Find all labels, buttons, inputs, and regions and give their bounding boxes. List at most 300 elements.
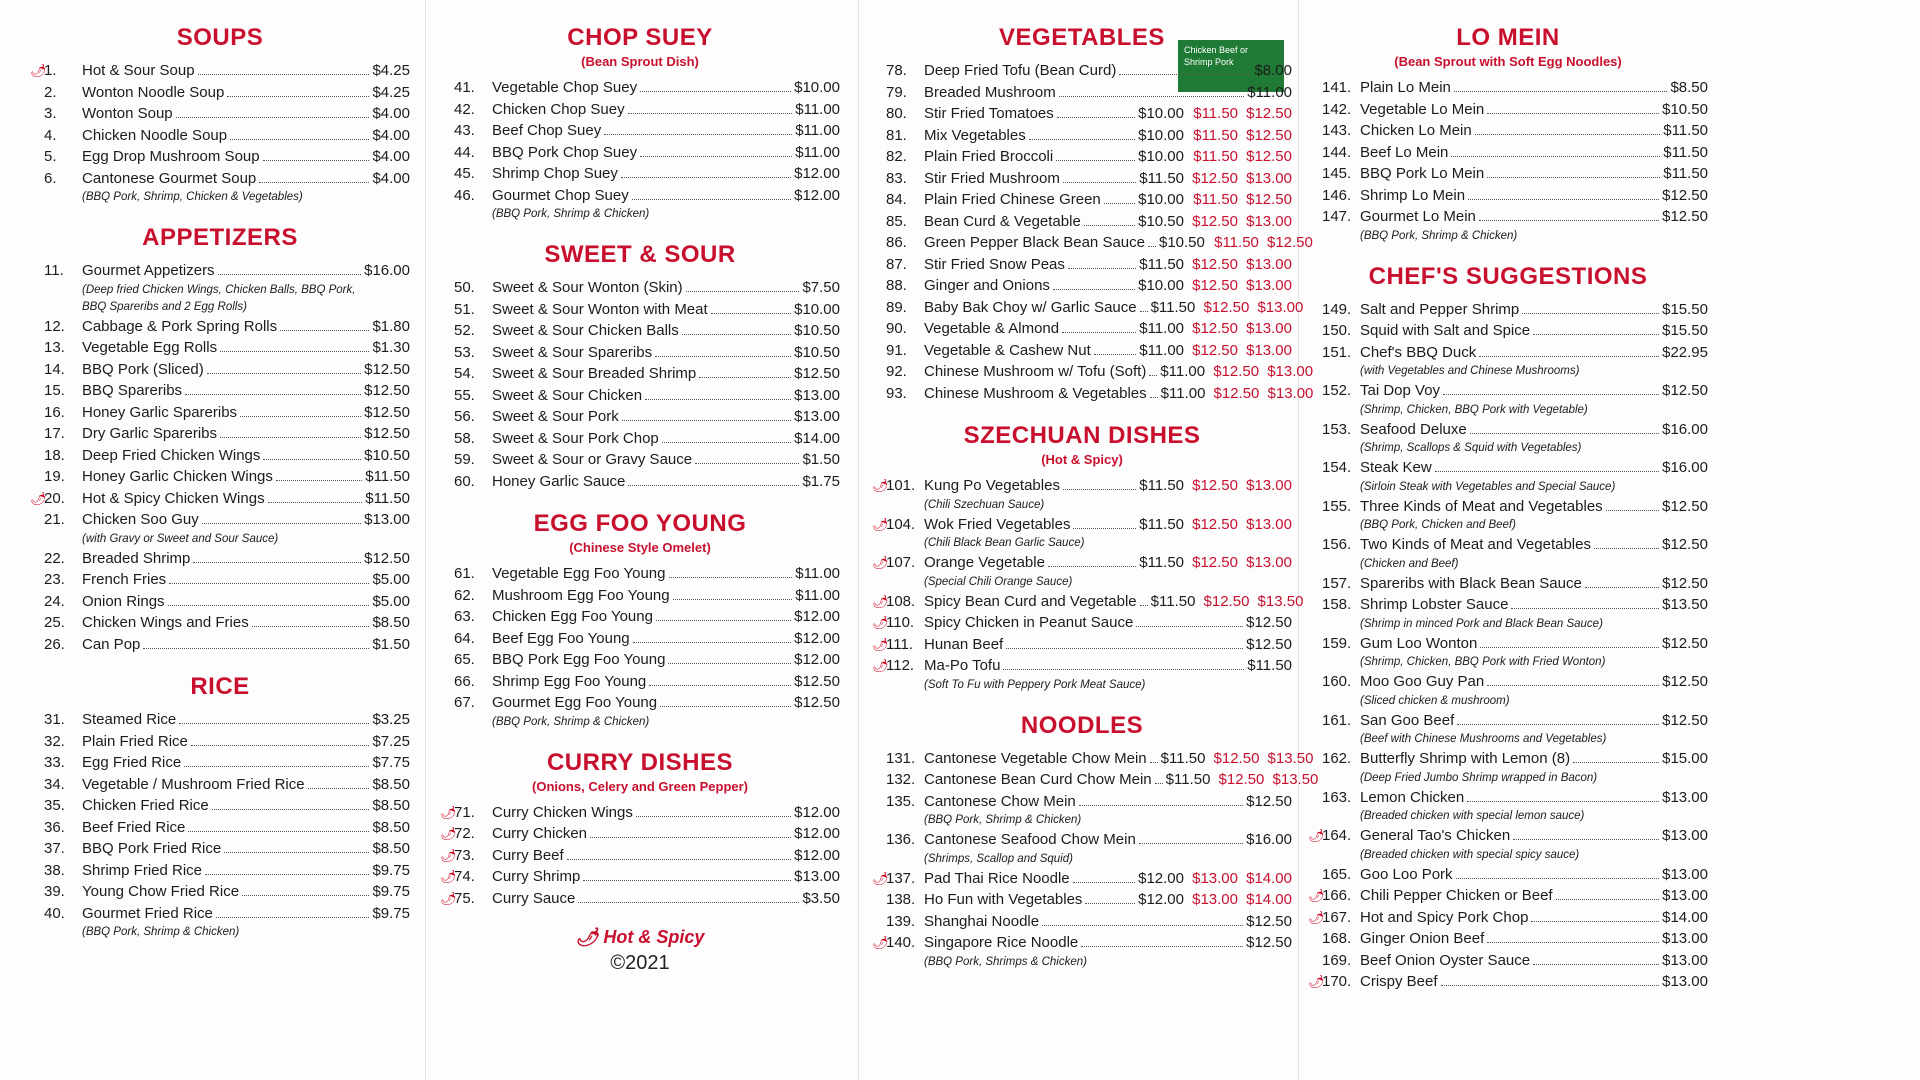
item-price-chicken-beef: $11.50	[1193, 191, 1238, 208]
item-name: Egg Drop Mushroom Soup	[82, 148, 260, 165]
dot-leader	[1063, 489, 1136, 490]
section-title: CHOP SUEY	[567, 24, 713, 51]
item-name: Cantonese Chow Mein	[924, 792, 1076, 810]
item-price: $1.50	[802, 451, 840, 468]
menu-item	[872, 748, 1314, 770]
item-note: (Chili Black Bean Garlic Sauce)	[924, 537, 1085, 549]
menu-item	[30, 709, 410, 731]
chili-pepper-icon: 🌶	[872, 478, 889, 493]
item-price: $4.00	[372, 105, 410, 122]
item-name: Sweet & Sour Chicken Balls	[492, 322, 679, 339]
item-number: 81.	[886, 126, 907, 144]
item-note: (Chicken and Beef)	[1360, 557, 1459, 570]
dot-leader	[1531, 921, 1659, 922]
item-price: $4.00	[372, 126, 410, 144]
menu-item	[30, 337, 410, 359]
item-note: (Sirloin Steak with Vegetables and Special Sauce)	[1360, 480, 1616, 493]
menu-item	[440, 363, 840, 385]
item-name: Plain Fried Broccoli	[924, 148, 1054, 165]
item-number: 107.	[886, 554, 916, 571]
item-number: 108.	[886, 592, 916, 610]
item-name: Sweet & Sour Wonton with Meat	[492, 300, 708, 318]
dot-leader	[640, 156, 792, 157]
item-name: Spareribs with Black Bean Sauce	[1360, 574, 1582, 592]
item-name: Steak Kew	[1360, 459, 1432, 476]
section-subtitle: (Bean Sprout Dish)	[581, 54, 699, 69]
menu-item	[872, 911, 1292, 933]
section-appetizers	[30, 224, 410, 655]
item-number: 34.	[44, 775, 65, 793]
item-name: Two Kinds of Meat and Vegetables	[1360, 536, 1591, 553]
item-note: (BBQ Pork, Shrimp & Chicken)	[924, 814, 1082, 826]
item-name: Vegetable & Cashew Nut	[924, 341, 1091, 359]
item-name: BBQ Spareribs	[82, 382, 183, 399]
dot-leader	[1073, 528, 1136, 529]
menu-item	[440, 606, 840, 628]
item-number: 51.	[454, 300, 475, 318]
dot-leader	[1094, 354, 1136, 355]
item-price: $8.50	[372, 797, 410, 814]
menu-item	[872, 125, 1292, 147]
dot-leader	[1435, 471, 1659, 472]
dot-leader	[673, 599, 793, 600]
item-price: $15.00	[1662, 750, 1708, 767]
item-number: 93.	[886, 384, 907, 402]
dot-leader	[578, 902, 799, 903]
item-price: $11.50	[1150, 592, 1196, 610]
dot-leader	[230, 139, 369, 140]
section-title: SOUPS	[176, 24, 264, 51]
menu-item	[872, 361, 1314, 383]
item-price: $11.50	[1139, 255, 1184, 273]
item-price: $12.50	[364, 425, 410, 442]
item-name: Vegetable Egg Rolls	[82, 339, 218, 356]
menu-item	[30, 795, 410, 817]
menu-column-3	[872, 18, 1319, 989]
item-list	[30, 709, 410, 941]
item-name: Wonton Soup	[82, 105, 173, 122]
item-price-shrimp: $13.00	[1246, 477, 1292, 494]
chili-pepper-icon: 🌶	[440, 890, 457, 906]
item-name: Sweet & Sour Spareribs	[492, 343, 653, 361]
dot-leader	[263, 459, 361, 460]
dot-leader	[1140, 311, 1148, 312]
item-price: $13.50	[1662, 596, 1708, 613]
chili-pepper-icon: 🌶	[872, 935, 889, 950]
chili-pepper-icon: 🌶	[30, 63, 47, 78]
item-name: Mushroom Egg Foo Young	[492, 586, 670, 604]
menu-item	[1308, 534, 1708, 556]
item-name: Chicken Noodle Soup	[82, 126, 228, 144]
item-note: (Shrimp, Scallops & Squid with Vegetables)	[1360, 442, 1582, 454]
item-name: Honey Garlic Spareribs	[82, 403, 238, 421]
item-name: Gourmet Fried Rice	[82, 904, 213, 922]
item-name: Lemon Chicken	[1360, 788, 1465, 806]
item-price-shrimp: $13.50	[1257, 592, 1304, 610]
item-price: $12.50	[1246, 635, 1292, 653]
item-price-chicken-beef: $13.00	[1192, 869, 1238, 887]
menu-item	[1308, 457, 1708, 479]
menu-item	[1308, 864, 1708, 886]
dot-leader	[682, 334, 791, 335]
item-price: $11.00	[795, 100, 840, 118]
price-column-header: Chicken Beef or Shrimp Pork	[1178, 40, 1284, 92]
item-name: Deep Fried Tofu (Bean Curd)	[924, 62, 1117, 79]
item-name: Shrimp Chop Suey	[492, 165, 618, 182]
item-note: (Deep Fried Jumbo Shrimp wrapped in Bacon)	[1360, 771, 1598, 784]
dot-leader	[1140, 605, 1148, 606]
item-number: 137.	[886, 869, 916, 887]
menu-item	[30, 60, 410, 82]
chili-pepper-icon: 🌶	[872, 636, 889, 652]
item-price: $1.50	[372, 635, 410, 653]
dot-leader	[632, 199, 791, 200]
item-price: $10.00	[794, 79, 840, 96]
item-number: 14.	[44, 360, 65, 378]
item-note: (with Vegetables and Chinese Mushrooms)	[1360, 365, 1580, 377]
item-list	[440, 77, 840, 223]
menu-item	[872, 829, 1292, 851]
item-price-chicken-beef: $12.50	[1203, 298, 1250, 316]
item-price: $13.00	[1662, 827, 1708, 844]
dot-leader	[1073, 882, 1135, 883]
item-name: Butterfly Shrimp with Lemon (8)	[1360, 750, 1571, 767]
section-title: EGG FOO YOUNG	[533, 510, 747, 537]
item-number: 162.	[1322, 750, 1352, 767]
item-name: BBQ Pork (Sliced)	[82, 360, 204, 378]
menu-item	[872, 383, 1314, 405]
item-list	[872, 748, 1319, 971]
item-price: $11.50	[1165, 771, 1211, 788]
menu-item	[30, 103, 410, 125]
item-number: 22.	[44, 549, 65, 567]
dot-leader	[1451, 156, 1660, 157]
item-name: Sweet & Sour Pork	[492, 408, 619, 425]
item-number: 21.	[44, 511, 65, 528]
item-list	[1308, 299, 1708, 993]
item-number: 58.	[454, 429, 475, 447]
item-price: $12.00	[794, 629, 840, 647]
dot-leader	[660, 706, 791, 707]
menu-item	[1308, 99, 1708, 121]
item-name: Spicy Chicken in Peanut Sauce	[924, 614, 1134, 631]
dot-leader	[1084, 225, 1135, 226]
item-price: $7.25	[372, 732, 410, 750]
dot-leader	[193, 562, 361, 563]
item-number: 88.	[886, 277, 907, 294]
item-name: Shanghai Noodle	[924, 912, 1040, 930]
menu-item	[872, 189, 1292, 211]
dot-leader	[1533, 334, 1659, 335]
item-list	[440, 802, 840, 910]
item-note: (Beef with Chinese Mushrooms and Vegetables)	[1360, 733, 1607, 745]
item-price: $10.50	[794, 322, 840, 339]
item-number: 140.	[886, 934, 916, 951]
dot-leader	[1487, 113, 1659, 114]
item-price: $12.00	[794, 608, 840, 625]
item-number: 52.	[454, 322, 475, 339]
item-number: 144.	[1322, 143, 1352, 161]
item-name: Cantonese Seafood Chow Mein	[924, 831, 1136, 848]
menu-item	[440, 823, 840, 845]
dot-leader	[1119, 74, 1251, 75]
item-price: $12.00	[794, 165, 840, 182]
item-number: 13.	[44, 339, 65, 356]
menu-item	[30, 260, 410, 282]
item-price: $8.50	[372, 775, 410, 793]
menu-item	[872, 514, 1292, 536]
dot-leader	[216, 917, 370, 918]
item-name: Plain Fried Rice	[82, 732, 188, 750]
item-number: 64.	[454, 629, 475, 647]
item-name: Beef Egg Foo Young	[492, 629, 630, 647]
menu-item	[1308, 710, 1708, 732]
item-note: (with Gravy or Sweet and Sour Sauce)	[82, 532, 279, 545]
item-name: Gourmet Appetizers	[82, 262, 215, 279]
item-name: Stir Fried Mushroom	[924, 169, 1060, 187]
item-number: 53.	[454, 343, 475, 361]
item-price: $13.00	[794, 386, 840, 404]
menu-item	[440, 671, 840, 693]
item-note: (Shrimp, Chicken, BBQ Pork with Fried Wonton)	[1360, 656, 1606, 668]
item-price-chicken-beef: $11.50	[1193, 126, 1238, 144]
menu-item	[30, 82, 410, 104]
item-number: 132.	[886, 771, 916, 788]
item-number: 19.	[44, 468, 65, 485]
dot-leader	[1104, 203, 1135, 204]
item-name: Baby Bak Choy w/ Garlic Sauce	[924, 298, 1137, 316]
item-name: Honey Garlic Sauce	[492, 472, 626, 490]
menu-item	[440, 385, 840, 407]
menu-item	[872, 146, 1292, 168]
item-name: Curry Beef	[492, 846, 564, 864]
menu-item	[30, 509, 410, 531]
item-name: Curry Chicken	[492, 825, 588, 842]
menu-item	[872, 475, 1292, 497]
item-name: Cantonese Bean Curd Chow Mein	[924, 771, 1152, 788]
menu-item	[1308, 633, 1708, 655]
item-number: 83.	[886, 169, 907, 187]
dot-leader	[1456, 878, 1660, 879]
item-price: $11.00	[1160, 384, 1206, 402]
item-number: 142.	[1322, 100, 1352, 118]
item-number: 25.	[44, 614, 65, 631]
menu-item	[872, 612, 1292, 634]
item-price: $4.25	[372, 62, 410, 79]
dot-leader	[224, 852, 369, 853]
item-number: 85.	[886, 212, 907, 230]
dot-leader	[280, 330, 369, 331]
item-number: 150.	[1322, 322, 1352, 339]
item-price: $8.50	[372, 614, 410, 631]
item-price: $12.00	[794, 825, 840, 842]
item-list	[30, 60, 410, 206]
menu-item	[30, 817, 410, 839]
dot-leader	[686, 291, 800, 292]
item-price: $16.00	[1662, 420, 1708, 438]
item-price: $1.80	[372, 317, 410, 335]
item-name: Curry Chicken Wings	[492, 803, 633, 821]
item-note: (BBQ Pork, Chicken and Beef)	[1360, 519, 1516, 531]
section-title: SWEET & SOUR	[544, 241, 736, 268]
menu-item	[30, 423, 410, 445]
item-price-chicken-beef: $12.50	[1192, 341, 1238, 359]
dot-leader	[1057, 117, 1135, 118]
item-number: 139.	[886, 912, 916, 930]
dot-leader	[662, 442, 791, 443]
item-list	[872, 60, 1314, 404]
item-number: 63.	[454, 608, 475, 625]
item-number: 146.	[1322, 186, 1352, 204]
section-szechuan	[872, 422, 1304, 694]
dot-leader	[1150, 397, 1158, 398]
item-name: Orange Vegetable	[924, 554, 1045, 571]
item-number: 23.	[44, 571, 65, 588]
item-number: 36.	[44, 818, 65, 836]
item-number: 59.	[454, 451, 475, 468]
section-chefs-suggestions	[1308, 263, 1708, 993]
item-price: $12.50	[1246, 934, 1292, 951]
item-price: $13.00	[1662, 930, 1708, 947]
item-number: 33.	[44, 754, 65, 771]
item-name: Sweet & Sour Wonton (Skin)	[492, 279, 683, 296]
dot-leader	[143, 648, 369, 649]
item-price: $13.00	[794, 868, 840, 885]
item-number: 32.	[44, 732, 65, 750]
item-price: $11.50	[365, 489, 410, 507]
item-price: $10.00	[794, 300, 840, 318]
section-title: APPETIZERS	[142, 224, 298, 251]
item-name: Chinese Mushroom & Vegetables	[924, 384, 1147, 402]
item-name: Mix Vegetables	[924, 126, 1026, 144]
item-price: $11.00	[1139, 320, 1184, 337]
item-price-chicken-beef: $12.50	[1192, 477, 1238, 494]
item-price: $12.00	[794, 846, 840, 864]
dot-leader	[1063, 182, 1136, 183]
item-price: $13.00	[1662, 951, 1708, 969]
item-number: 75.	[454, 889, 475, 907]
item-price: $16.00	[1246, 831, 1292, 848]
item-number: 12.	[44, 317, 65, 335]
item-price-shrimp: $12.50	[1246, 126, 1292, 144]
item-note: (Shrimp in minced Pork and Black Bean Sauce)	[1360, 617, 1603, 630]
menu-item	[872, 791, 1292, 813]
item-price-chicken-beef: $12.50	[1192, 212, 1238, 230]
item-price: $11.50	[1663, 165, 1708, 182]
item-name: Honey Garlic Chicken Wings	[82, 468, 273, 485]
item-name: Plain Fried Chinese Green	[924, 191, 1101, 208]
fold-line	[425, 0, 426, 1080]
item-name: Chef's BBQ Duck	[1360, 343, 1477, 361]
item-number: 84.	[886, 191, 907, 208]
item-name: Ho Fun with Vegetables	[924, 891, 1083, 908]
item-price: $12.50	[1246, 614, 1292, 631]
item-name: Steamed Rice	[82, 711, 177, 728]
dot-leader	[668, 663, 791, 664]
item-number: 156.	[1322, 536, 1352, 553]
item-note: (Shrimps, Scallop and Squid)	[924, 852, 1073, 865]
item-number: 145.	[1322, 165, 1352, 182]
menu-item	[872, 340, 1292, 362]
item-note: (Sliced chicken & mushroom)	[1360, 694, 1510, 707]
item-price-shrimp: $13.50	[1272, 771, 1319, 788]
item-list	[440, 277, 840, 492]
menu-item	[872, 60, 1292, 82]
item-number: 54.	[454, 365, 475, 382]
item-number: 149.	[1322, 300, 1352, 318]
item-price: $9.75	[372, 904, 410, 922]
item-price: $12.50	[1246, 792, 1292, 810]
item-price: $15.50	[1662, 300, 1708, 318]
item-number: 37.	[44, 840, 65, 857]
menu-item	[440, 320, 840, 342]
menu-item	[30, 359, 410, 381]
item-name: French Fries	[82, 571, 167, 588]
item-list	[872, 475, 1304, 694]
menu-item	[1308, 419, 1708, 441]
section-title: NOODLES	[1020, 711, 1144, 739]
menu-item	[1308, 320, 1708, 342]
menu-item	[872, 932, 1292, 954]
menu-item	[1308, 206, 1708, 228]
dot-leader	[240, 416, 361, 417]
item-price: $8.50	[1670, 79, 1708, 96]
item-name: Young Chow Fried Rice	[82, 883, 240, 900]
menu-item	[440, 120, 840, 142]
item-note: (Deep fried Chicken Wings, Chicken Balls, BBQ Pork,	[82, 283, 356, 296]
item-note: (Breaded chicken with special lemon sauce)	[1360, 810, 1585, 822]
chili-pepper-icon: 🌶	[872, 516, 889, 532]
item-price: $11.00	[1247, 83, 1292, 101]
item-name: Beef Fried Rice	[82, 818, 186, 836]
menu-item	[872, 552, 1292, 574]
item-number: 91.	[886, 341, 907, 359]
item-number: 3.	[44, 105, 57, 122]
item-name: Egg Fried Rice	[82, 754, 182, 771]
item-name: BBQ Pork Lo Mein	[1360, 165, 1485, 182]
menu-item	[30, 731, 410, 753]
item-number: 18.	[44, 446, 65, 464]
menu-item	[440, 77, 840, 99]
item-price: $16.00	[364, 262, 410, 279]
menu-item	[30, 466, 410, 488]
dot-leader	[1003, 669, 1244, 670]
item-number: 71.	[454, 803, 475, 821]
item-name: Salt and Pepper Shrimp	[1360, 300, 1520, 318]
item-number: 135.	[886, 792, 916, 810]
item-note: (Shrimp, Chicken, BBQ Pork with Vegetable)	[1360, 403, 1588, 416]
item-number: 45.	[454, 165, 475, 182]
menu-item	[440, 142, 840, 164]
item-price-chicken-beef: $12.50	[1192, 515, 1238, 533]
item-price-chicken-beef: $12.50	[1203, 592, 1250, 610]
menu-item	[872, 868, 1292, 890]
menu-item	[1308, 950, 1708, 972]
chili-pepper-icon: 🌶	[440, 847, 457, 863]
item-name: Ginger and Onions	[924, 277, 1050, 294]
menu-item	[872, 254, 1292, 276]
menu-item	[30, 445, 410, 467]
dot-leader	[628, 113, 793, 114]
item-name: Moo Goo Guy Pan	[1360, 673, 1485, 690]
item-number: 31.	[44, 711, 65, 728]
menu-item	[440, 866, 840, 888]
dot-leader	[242, 895, 369, 896]
item-name: Three Kinds of Meat and Vegetables	[1360, 497, 1603, 515]
item-number: 141.	[1322, 79, 1352, 96]
item-number: 20.	[44, 489, 65, 507]
menu-item	[440, 585, 840, 607]
